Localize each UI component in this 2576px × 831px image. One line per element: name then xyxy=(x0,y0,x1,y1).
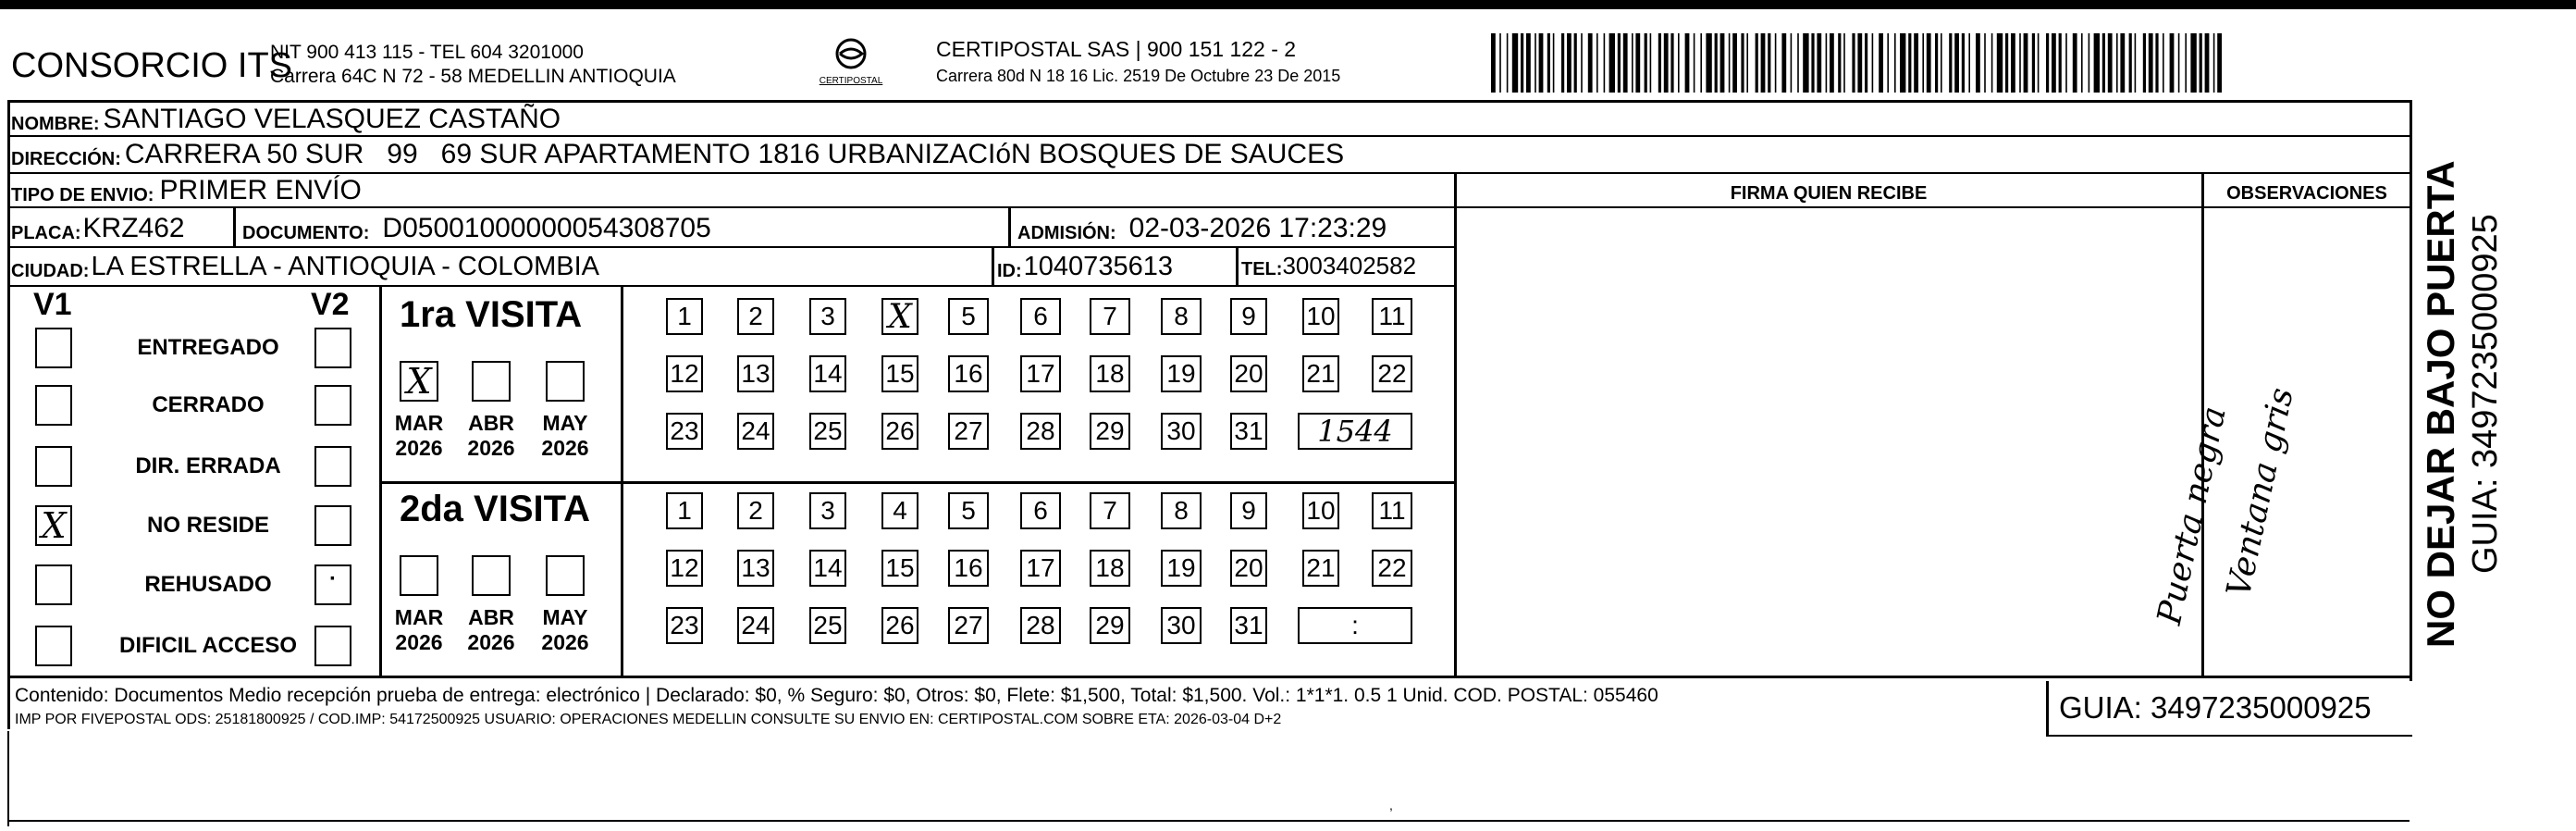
second-visit-title: 2da VISITA xyxy=(400,489,590,529)
direccion-value: CARRERA 50 SUR 99 69 SUR APARTAMENTO 1816 URBANIZACIóN BOSQUES DE SAUCES xyxy=(124,139,1345,169)
day-box[interactable]: 1 xyxy=(666,298,703,335)
day-box[interactable]: 17 xyxy=(1020,355,1061,392)
frame-right xyxy=(2410,100,2412,681)
barcode-bar xyxy=(1499,33,1501,93)
day-box[interactable]: 2 xyxy=(737,298,774,335)
status-label: DIFICIL ACCESO xyxy=(118,633,297,658)
month-year: 2026 xyxy=(541,630,589,654)
day-box[interactable]: 23 xyxy=(666,607,703,644)
day-box[interactable]: 18 xyxy=(1090,355,1130,392)
status-checkbox-v2[interactable] xyxy=(314,626,351,666)
day-box[interactable]: 2 xyxy=(737,492,774,529)
barcode-bar xyxy=(1768,33,1770,93)
day-box[interactable]: 9 xyxy=(1230,492,1267,529)
status-checkbox-v2[interactable] xyxy=(314,564,351,605)
day-box[interactable]: 7 xyxy=(1090,298,1130,335)
day-box[interactable]: 21 xyxy=(1302,550,1339,587)
day-box[interactable]: 21 xyxy=(1302,355,1339,392)
barcode-bar xyxy=(1664,33,1669,93)
day-box[interactable]: 24 xyxy=(737,413,774,450)
barcode-bar xyxy=(2005,33,2008,93)
svg-text:CERTIPOSTAL: CERTIPOSTAL xyxy=(819,76,883,86)
nombre-value: SANTIAGO VELASQUEZ CASTAÑO xyxy=(103,104,561,134)
day-box[interactable]: 18 xyxy=(1090,550,1130,587)
observaciones-header: OBSERVACIONES xyxy=(2226,183,2387,204)
barcode-bar xyxy=(2205,33,2210,93)
stray-mark: , xyxy=(1389,798,1393,812)
day-box[interactable]: X xyxy=(881,298,918,335)
ciudad-value: LA ESTRELLA - ANTIOQUIA - COLOMBIA xyxy=(91,252,599,281)
tipo-label: TIPO DE ENVIO: xyxy=(11,185,154,205)
barcode-bar xyxy=(1623,33,1628,93)
status-checkbox-v1[interactable] xyxy=(35,446,72,487)
barcode-bar xyxy=(2089,33,2090,93)
barcode-bar xyxy=(1914,33,1918,93)
barcode-bar xyxy=(2178,33,2180,93)
barcode-bar xyxy=(1775,33,1777,93)
rule xyxy=(7,172,2412,174)
barcode-bar xyxy=(1984,33,1986,93)
nombre-row xyxy=(11,104,561,135)
barcode-bar xyxy=(2129,33,2132,93)
barcode-bar xyxy=(2011,33,2015,93)
barcode-bar xyxy=(2185,33,2187,93)
barcode-bar xyxy=(2102,33,2105,93)
status-label: DIR. ERRADA xyxy=(135,453,281,478)
month-checkbox[interactable] xyxy=(546,361,585,402)
status-label: ENTREGADO xyxy=(137,335,279,360)
month-label: MAY xyxy=(542,411,588,435)
day-box[interactable]: 5 xyxy=(948,492,989,529)
barcode-bar xyxy=(1887,33,1889,93)
month-year: 2026 xyxy=(395,436,443,460)
day-box[interactable]: 14 xyxy=(809,550,846,587)
direccion-row xyxy=(11,139,1344,170)
barcode-bar xyxy=(1588,33,1593,93)
v2-header: V2 xyxy=(311,287,350,322)
barcode-bar xyxy=(1526,33,1531,93)
day-box[interactable]: 30 xyxy=(1161,413,1202,450)
documento-row xyxy=(242,213,711,244)
barcode-bar xyxy=(2059,33,2062,93)
barcode-bar xyxy=(1535,33,1536,93)
barcode-bar xyxy=(1997,33,2003,93)
day-box[interactable]: 25 xyxy=(809,607,846,644)
barcode-bar xyxy=(2135,33,2137,93)
day-box[interactable]: 20 xyxy=(1230,550,1267,587)
placa-label: PLACA: xyxy=(11,223,81,243)
month-checkbox[interactable] xyxy=(472,555,511,596)
barcode-bar xyxy=(1729,33,1731,93)
carrier-address: Carrera 80d N 18 16 Lic. 2519 De Octubre 23 De 2015 xyxy=(936,67,1341,85)
barcode-bar xyxy=(2149,33,2153,93)
barcode-bar xyxy=(1976,33,1980,93)
frame-top xyxy=(7,100,2412,103)
admision-value: 02-03-2026 17:23:29 xyxy=(1128,213,1387,243)
day-box[interactable]: 8 xyxy=(1161,492,1202,529)
day-box[interactable]: 13 xyxy=(737,550,774,587)
day-box[interactable]: 9 xyxy=(1230,298,1267,335)
barcode-bar xyxy=(2038,33,2040,93)
day-box[interactable]: 4 xyxy=(881,492,918,529)
day-box[interactable]: 16 xyxy=(948,355,989,392)
divider xyxy=(1454,172,1457,676)
barcode-bar xyxy=(2163,33,2164,93)
barcode-bar xyxy=(2065,33,2067,93)
tipo-value: PRIMER ENVÍO xyxy=(159,175,362,205)
rule xyxy=(9,820,2410,822)
company-name: CONSORCIO ITS xyxy=(11,46,293,85)
day-box[interactable]: 6 xyxy=(1020,298,1061,335)
barcode-bar xyxy=(1685,33,1690,93)
barcode-bar xyxy=(1826,33,1828,93)
month-label: MAY xyxy=(542,605,588,629)
barcode-bar xyxy=(2120,33,2125,93)
documento-value: D05001000000054308705 xyxy=(382,213,711,243)
barcode-bar xyxy=(1843,33,1845,93)
barcode-bar xyxy=(1741,33,1744,93)
footer-content: Contenido: Documentos Medio recepción prueba de entrega: electrónico | Declarado: $0, % Seguro: $0, Otros: $0, Flete: $1,500, Total: $1,500. Vol.: 1*1*1. 0.5 1 Unid. COD. POSTAL: 055460 xyxy=(15,685,1658,706)
month-checkbox[interactable] xyxy=(400,555,438,596)
firma-header: FIRMA QUIEN RECIBE xyxy=(1730,183,1928,204)
ciudad-row xyxy=(11,252,599,282)
barcode-bar xyxy=(2081,33,2083,93)
status-checkbox-v2[interactable] xyxy=(314,446,351,487)
admision-label: ADMISIÓN: xyxy=(1017,223,1116,243)
day-box[interactable]: 11 xyxy=(1372,492,1412,529)
month-year: 2026 xyxy=(467,630,515,654)
barcode-bar xyxy=(1852,33,1855,93)
tipo-row xyxy=(11,175,362,206)
barcode-bar xyxy=(1645,33,1647,93)
barcode-bar xyxy=(1838,33,1841,93)
rule xyxy=(7,135,2412,137)
month-checkbox[interactable]: X xyxy=(400,361,438,402)
rule xyxy=(7,676,2412,678)
day-box[interactable]: 5 xyxy=(948,298,989,335)
rule xyxy=(2046,735,2412,737)
barcode-bar xyxy=(1857,33,1862,93)
barcode-bar xyxy=(1632,33,1633,93)
day-box[interactable]: 29 xyxy=(1090,413,1130,450)
placa-value: KRZ462 xyxy=(82,213,185,243)
barcode-bar xyxy=(1781,33,1786,93)
barcode-bar xyxy=(2019,33,2021,93)
day-box[interactable]: 12 xyxy=(666,355,703,392)
day-box[interactable]: 23 xyxy=(666,413,703,450)
barcode-bar xyxy=(1618,33,1621,93)
divider xyxy=(233,208,236,248)
day-box[interactable]: 10 xyxy=(1302,298,1339,335)
divider xyxy=(992,248,994,287)
barcode-bar xyxy=(2073,33,2077,93)
day-box[interactable]: 29 xyxy=(1090,607,1130,644)
barcode-bar xyxy=(1670,33,1673,93)
barcode-bar xyxy=(1817,33,1821,93)
id-value: 1040735613 xyxy=(1023,252,1173,281)
barcode-bar xyxy=(1706,33,1711,93)
barcode-bar xyxy=(1491,33,1496,93)
day-box[interactable]: 15 xyxy=(881,550,918,587)
status-checkbox-v1[interactable] xyxy=(35,626,72,666)
barcode-bar xyxy=(1574,33,1577,93)
day-box[interactable]: 28 xyxy=(1020,413,1061,450)
barcode-bar xyxy=(1830,33,1834,93)
status-label: REHUSADO xyxy=(144,572,272,597)
id-row xyxy=(997,252,1173,282)
month-label: MAR xyxy=(394,605,444,629)
barcode-bar xyxy=(1678,33,1680,93)
first-visit-title: 1ra VISITA xyxy=(400,294,583,335)
month-year: 2026 xyxy=(541,436,589,460)
day-box[interactable]: 17 xyxy=(1020,550,1061,587)
day-box[interactable]: 24 xyxy=(737,607,774,644)
day-box[interactable]: 27 xyxy=(948,607,989,644)
day-box[interactable]: 13 xyxy=(737,355,774,392)
day-box[interactable]: 31 xyxy=(1230,413,1267,450)
barcode-bar xyxy=(1604,33,1606,93)
day-box[interactable]: 12 xyxy=(666,550,703,587)
observation-line-1: Puerta negra xyxy=(2151,403,2234,628)
barcode-bar xyxy=(2213,33,2215,93)
barcode-bar xyxy=(2200,33,2202,93)
barcode-bar xyxy=(2108,33,2113,93)
footer-print-info: IMP POR FIVEPOSTAL ODS: 25181800925 / COD.IMP: 54172500925 USUARIO: OPERACIONES MEDELLIN CONSULTE SU ENVIO EN: CERTIPOSTAL.COM SOBRE ETA: 2026-03-04 D+2 xyxy=(15,712,1282,727)
barcode-bar xyxy=(2170,33,2175,93)
barcode-bar xyxy=(1732,33,1737,93)
status-label: CERRADO xyxy=(152,392,265,417)
v1-header: V1 xyxy=(33,287,72,322)
barcode-bar xyxy=(1941,33,1942,93)
barcode-bar xyxy=(1900,33,1905,93)
status-checkbox-v1[interactable]: X xyxy=(35,505,72,546)
rule xyxy=(1454,206,2410,208)
day-box[interactable]: 1 xyxy=(666,492,703,529)
status-checkbox-v2[interactable] xyxy=(314,505,351,546)
month-checkbox[interactable] xyxy=(546,555,585,596)
nombre-label: NOMBRE: xyxy=(11,114,100,134)
day-box[interactable]: 28 xyxy=(1020,607,1061,644)
status-checkbox-v2[interactable] xyxy=(314,328,351,368)
divider xyxy=(2046,681,2049,737)
barcode-bar xyxy=(1507,33,1509,93)
barcode-bar xyxy=(1791,33,1793,93)
status-checkbox-v1[interactable] xyxy=(35,564,72,605)
v2-dot-mark: · xyxy=(329,566,337,591)
barcode-bar xyxy=(1512,33,1518,93)
barcode-bar xyxy=(1935,33,1938,93)
day-box[interactable]: 25 xyxy=(809,413,846,450)
day-box[interactable]: 10 xyxy=(1302,492,1339,529)
footer-guia: GUIA: 3497235000925 xyxy=(2059,690,2372,725)
no-dejar-label: NO DEJAR BAJO PUERTA xyxy=(2419,160,2462,648)
month-label: ABR xyxy=(468,411,514,435)
day-box[interactable]: 30 xyxy=(1161,607,1202,644)
day-box[interactable]: 3 xyxy=(809,298,846,335)
barcode-bar xyxy=(1962,33,1965,93)
carrier-name: CERTIPOSTAL SAS | 900 151 122 - 2 xyxy=(936,37,1297,61)
status-checkbox-v2[interactable] xyxy=(314,385,351,426)
barcode-bar xyxy=(1922,33,1924,93)
barcode-bar xyxy=(1872,33,1874,93)
time-box[interactable]: 1544 xyxy=(1298,413,1412,450)
day-box[interactable]: 26 xyxy=(881,607,918,644)
day-box[interactable]: 16 xyxy=(948,550,989,587)
month-year: 2026 xyxy=(467,436,515,460)
day-box[interactable]: 11 xyxy=(1372,298,1412,335)
day-box[interactable]: 22 xyxy=(1372,355,1412,392)
barcode-bar xyxy=(1561,33,1564,93)
day-box[interactable]: 6 xyxy=(1020,492,1061,529)
rule xyxy=(7,206,1456,208)
day-box[interactable]: 3 xyxy=(809,492,846,529)
barcode-bar xyxy=(2032,33,2035,93)
placa-row xyxy=(11,213,185,244)
day-box[interactable]: 19 xyxy=(1161,550,1202,587)
day-box[interactable]: 31 xyxy=(1230,607,1267,644)
barcode-bar xyxy=(1715,33,1718,93)
barcode-bar xyxy=(2217,33,2222,93)
barcode-bar xyxy=(1635,33,1640,93)
barcode-bar xyxy=(2094,33,2100,93)
rule xyxy=(379,481,1456,484)
barcode-bar xyxy=(1596,33,1598,93)
tel-label: TEL: xyxy=(1241,259,1283,279)
day-box[interactable]: 19 xyxy=(1161,355,1202,392)
day-box[interactable]: 14 xyxy=(809,355,846,392)
rule xyxy=(7,731,9,826)
rule xyxy=(7,285,1456,287)
barcode-bar xyxy=(1553,33,1555,93)
barcode-bar xyxy=(1954,33,1959,93)
day-box[interactable]: 20 xyxy=(1230,355,1267,392)
barcode-bar xyxy=(1650,33,1652,93)
direccion-label: DIRECCIÓN: xyxy=(11,149,121,169)
company-address: Carrera 64C N 72 - 58 MEDELLIN ANTIOQUIA xyxy=(270,66,676,87)
admision-row xyxy=(1017,213,1387,244)
day-box[interactable]: 26 xyxy=(881,413,918,450)
side-guia: GUIA: 3497235000925 xyxy=(2466,214,2505,574)
barcode-bar xyxy=(2155,33,2158,93)
id-label: ID: xyxy=(997,261,1022,281)
observation-line-2: Ventana gris xyxy=(2220,384,2301,601)
barcode-bar xyxy=(1720,33,1725,93)
barcode-bar xyxy=(2143,33,2146,93)
divider xyxy=(1236,248,1239,287)
barcode-bar xyxy=(1894,33,1896,93)
barcode-bar xyxy=(1949,33,1952,93)
barcode-bar xyxy=(1879,33,1883,93)
barcode-bar xyxy=(1547,33,1550,93)
barcode-bar xyxy=(2190,33,2196,93)
month-year: 2026 xyxy=(395,630,443,654)
barcode-bar xyxy=(1803,33,1808,93)
documento-label: DOCUMENTO: xyxy=(242,223,370,243)
month-checkbox[interactable] xyxy=(472,361,511,402)
barcode-bar xyxy=(1927,33,1931,93)
barcode-bar xyxy=(2046,33,2049,93)
barcode-bar xyxy=(1991,33,1993,93)
barcode-bar xyxy=(1761,33,1766,93)
company-nit: NIT 900 413 115 - TEL 604 3201000 xyxy=(270,42,584,63)
rule xyxy=(7,246,1456,248)
barcode-bar xyxy=(1865,33,1867,93)
divider xyxy=(1008,208,1011,248)
time-box[interactable]: : xyxy=(1298,607,1412,644)
status-label: NO RESIDE xyxy=(146,513,270,538)
barcode-bar xyxy=(2116,33,2118,93)
barcode-bar xyxy=(1968,33,1970,93)
barcode-bar xyxy=(1746,33,1748,93)
barcode-bar xyxy=(2024,33,2028,93)
barcode-bar xyxy=(1539,33,1544,93)
status-checkbox-v1[interactable] xyxy=(35,328,72,368)
day-box[interactable]: 27 xyxy=(948,413,989,450)
frame-left xyxy=(7,100,10,729)
day-box[interactable]: 8 xyxy=(1161,298,1202,335)
barcode xyxy=(1491,33,2227,93)
barcode-bar xyxy=(1700,33,1702,93)
barcode-bar xyxy=(1567,33,1571,93)
tel-value: 3003402582 xyxy=(1282,252,1417,279)
tel-row xyxy=(1241,252,1416,280)
month-label: MAR xyxy=(394,411,444,435)
barcode-bar xyxy=(1581,33,1583,93)
day-box[interactable]: 22 xyxy=(1372,550,1412,587)
certipostal-logo xyxy=(814,37,888,91)
barcode-bar xyxy=(1811,33,1814,93)
status-checkbox-v1[interactable] xyxy=(35,385,72,426)
barcode-bar xyxy=(1609,33,1615,93)
barcode-bar xyxy=(1521,33,1523,93)
top-border xyxy=(0,0,2576,9)
barcode-bar xyxy=(1658,33,1661,93)
day-box[interactable]: 7 xyxy=(1090,492,1130,529)
barcode-bar xyxy=(1797,33,1799,93)
day-box[interactable]: 15 xyxy=(881,355,918,392)
barcode-bar xyxy=(2052,33,2056,93)
barcode-bar xyxy=(1756,33,1758,93)
barcode-bar xyxy=(1694,33,1695,93)
ciudad-label: CIUDAD: xyxy=(11,261,90,281)
month-label: ABR xyxy=(468,605,514,629)
barcode-bar xyxy=(1908,33,1911,93)
